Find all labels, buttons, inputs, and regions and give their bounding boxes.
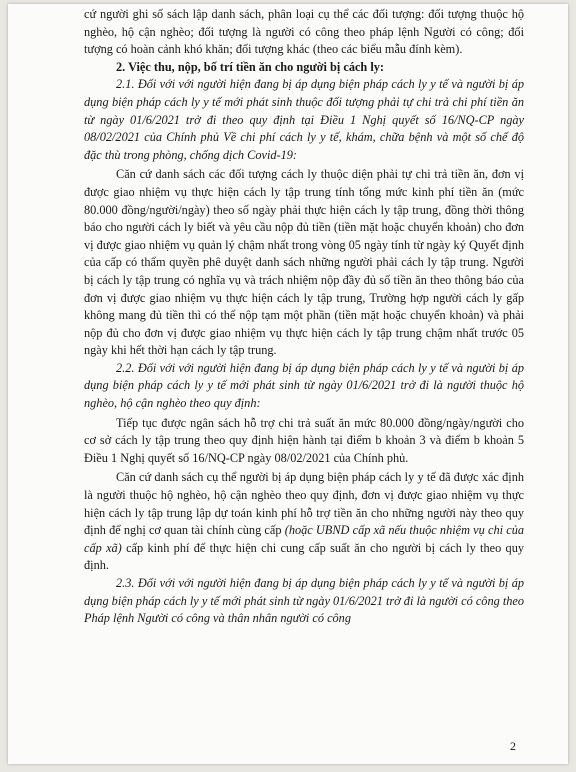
paragraph-2-2-body-italic: (hoặc UBND cấp xã nếu thuộc nhiệm vụ chi của cấp xã) (84, 523, 524, 555)
subsection-2-3: 2.3. Đối với với người hiện đang bị áp dụng biện pháp cách ly y tế và người bị áp dụng biện pháp cách ly y tế mới phát sinh từ ngày 01/6/2021 trở đi là người có công theo Pháp lệnh Người có công và thân nhân người có công (84, 576, 524, 626)
paragraph-2-2-body-text: Căn cứ danh sách cụ thể người bị áp dụng biện pháp cách ly y tế đã được xác định là người thuộc hộ nghèo, hộ cận nghèo theo quy định, đơn vị được giao nhiệm vụ thực hiện cách ly tập trung lập dự toán kinh phí hỗ trợ tiền ăn cho những người này theo quy định để nghị cơ quan tài chính cùng cấp (84, 470, 524, 538)
paragraph-2-2-body-end: cấp kinh phí để thực hiện chi cung cấp suất ăn cho người bị cách ly theo quy định. (84, 540, 524, 573)
document-body (84, 6, 524, 628)
section-heading-2: 2. Việc thu, nộp, bố trí tiền ăn cho người bị cách ly: (116, 59, 385, 74)
paragraph-2-2-support: Tiếp tục được ngân sách hỗ trợ chi trả suất ăn mức 80.000 đồng/ngày/người cho cơ sở cách ly tập trung theo quy định hiện hành tại điểm b khoản 3 và điểm b khoản 5 Điều 1 Nghị quyết số 16/NQ-CP ngày 08/02/2021 của Chính phủ. (84, 415, 524, 465)
paragraph-2-2-body (84, 469, 524, 575)
document-page (8, 4, 568, 764)
page-number: 2 (510, 739, 516, 753)
subsection-2-1: 2.1. Đối với với người hiện đang bị áp dụng biện pháp cách ly y tế và người bị áp dụng biện pháp cách ly y tế mới phát sinh thuộc đối tượng phải tự chi trả chi phí tiền ăn từ ngày 01/6/2021 trở đi theo quy định tại Điều 1 Nghị quyết số 16/NQ-CP ngày 08/02/2021 của Chính phủ Về chi phí cách ly y tế, khám, chữa bệnh và một số chế độ đặc thù trong phòng, chống dịch Covid-19: (84, 77, 524, 162)
subsection-2-2: 2.2. Đối với với người hiện đang bị áp dụng biện pháp cách ly y tế và người bị áp dụng biện pháp cách ly y tế mới phát sinh từ ngày 01/6/2021 trở đi là người thuộc hộ nghèo, hộ cận nghèo theo quy định: (84, 360, 524, 411)
paragraph-2-1-body: Căn cứ danh sách các đối tượng cách ly thuộc diện phải tự chi trả tiền ăn, đơn vị được giao nhiệm vụ thực hiện cách ly tập trung tính tổng mức kinh phí tiền ăn (mức 80.000 đồng/người/ngày) theo số ngày phải thực hiện cách ly tập trung, đồng thời thông báo cho người cách ly biết và yêu cầu nộp đủ tiền (tiền mặt hoặc chuyển khoản) cho đơn vị được giao nhiệm vụ quản lý chậm nhất trong vòng 05 ngày tính từ ngày ký Quyết định của cấp có thẩm quyền phê duyệt danh sách những người phải cách ly tập trung. Người bị cách ly tập trung có nghĩa vụ và trách nhiệm nộp đầy đủ số tiền ăn theo thông báo của đơn vị được giao nhiệm vụ thực hiện cách ly tập trung, Trường hợp người cách ly gấp không mang đủ tiền thì có thể nộp tạm một phần (tiền mặt hoặc chuyển khoản) và phải nộp đủ cho đơn vị được giao nhiệm vụ thực hiện cách ly tập trung chậm nhất trước 05 ngày khi hết thời hạn cách ly tập trung. (84, 167, 524, 358)
paragraph-intro-continuation: cứ người ghi số sách lập danh sách, phân loại cụ thể các đối tượng: đối tượng thuộc hộ nghèo, hộ cận nghèo; đối tượng là người có công theo pháp lệnh Người có công; đối tượng có hoàn cảnh khó khăn; đối tượng khác (theo các biểu mẫu đính kèm). (84, 7, 524, 57)
